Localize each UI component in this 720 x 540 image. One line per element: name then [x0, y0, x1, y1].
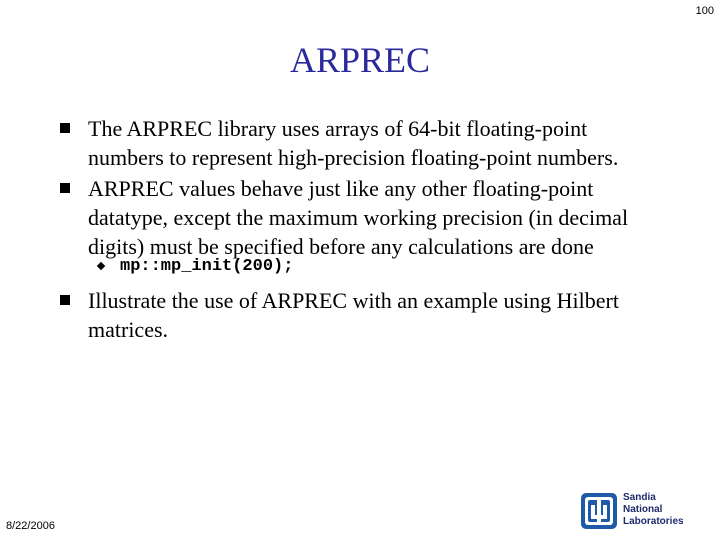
sandia-thunderbird-logo — [580, 492, 618, 530]
sandia-logo — [580, 490, 712, 532]
square-bullet-icon — [60, 295, 70, 305]
bullet-text: Illustrate the use of ARPREC with an example using Hilbert matrices. — [88, 288, 619, 342]
logo-line: National — [623, 504, 663, 515]
code-snippet: mp::mp_init(200); — [120, 257, 294, 276]
bullet-text: ARPREC values behave just like any other floating-point datatype, except the maximum working precision (in decimal digits) must be specified before any calculations are done — [88, 176, 629, 259]
footer-date: 8/22/2006 — [6, 520, 55, 532]
bullet-item-1 — [60, 114, 660, 172]
bullet-item-2 — [60, 174, 660, 261]
sub-bullet-item — [98, 256, 293, 278]
bullet-text: The ARPREC library uses arrays of 64-bit floating-point numbers to represent high-precision floating-point numbers. — [88, 116, 619, 170]
logo-line: Laboratories — [623, 516, 684, 527]
square-bullet-icon — [60, 123, 70, 133]
bullet-item-3 — [60, 286, 660, 344]
slide-title: ARPREC — [289, 40, 431, 80]
logo-line: Sandia — [623, 492, 656, 503]
diamond-bullet-icon — [97, 262, 105, 270]
logo-wordmark — [623, 492, 713, 528]
square-bullet-icon — [60, 183, 70, 193]
page-number: 100 — [695, 5, 714, 17]
